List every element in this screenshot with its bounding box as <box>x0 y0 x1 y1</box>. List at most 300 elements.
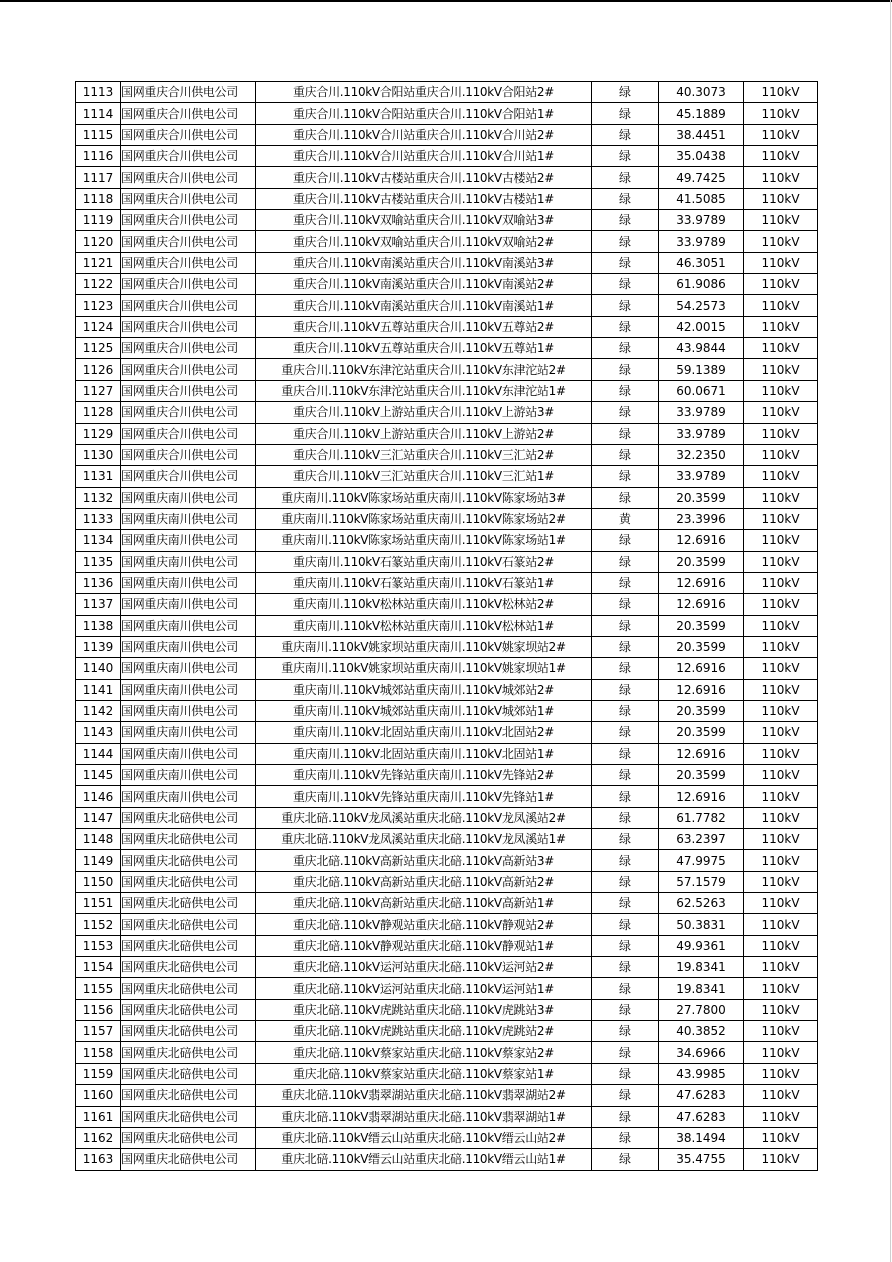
status-color: 绿 <box>592 829 659 850</box>
table-row <box>76 829 818 850</box>
voltage-level: 110kV <box>744 274 818 295</box>
load-value: 23.3996 <box>659 508 744 529</box>
row-index: 1136 <box>76 572 121 593</box>
transformer-name: 重庆合川.110kV双喻站重庆合川.110kV双喻站3# <box>256 210 592 231</box>
status-color: 绿 <box>592 850 659 871</box>
row-index: 1145 <box>76 765 121 786</box>
voltage-level: 110kV <box>744 871 818 892</box>
row-index: 1130 <box>76 444 121 465</box>
right-edge-line <box>890 0 891 1262</box>
load-value: 47.6283 <box>659 1085 744 1106</box>
transformer-name: 重庆北碚.110kV翡翠湖站重庆北碚.110kV翡翠湖站1# <box>256 1106 592 1127</box>
company-name: 国网重庆合川供电公司 <box>121 380 256 401</box>
load-value: 59.1389 <box>659 359 744 380</box>
status-color: 绿 <box>592 103 659 124</box>
status-color: 绿 <box>592 658 659 679</box>
transformer-name: 重庆合川.110kV合阳站重庆合川.110kV合阳站2# <box>256 82 592 103</box>
row-index: 1139 <box>76 636 121 657</box>
transformer-name: 重庆合川.110kV东津沱站重庆合川.110kV东津沱站1# <box>256 380 592 401</box>
status-color: 绿 <box>592 1085 659 1106</box>
status-color: 绿 <box>592 572 659 593</box>
transformer-name: 重庆南川.110kV城郊站重庆南川.110kV城郊站2# <box>256 679 592 700</box>
company-name: 国网重庆南川供电公司 <box>121 615 256 636</box>
company-name: 国网重庆合川供电公司 <box>121 295 256 316</box>
row-index: 1156 <box>76 999 121 1020</box>
load-value: 20.3599 <box>659 551 744 572</box>
status-color: 绿 <box>592 1021 659 1042</box>
row-index: 1133 <box>76 508 121 529</box>
row-index: 1134 <box>76 530 121 551</box>
table-row <box>76 722 818 743</box>
row-index: 1152 <box>76 914 121 935</box>
voltage-level: 110kV <box>744 508 818 529</box>
company-name: 国网重庆北碚供电公司 <box>121 1106 256 1127</box>
row-index: 1118 <box>76 188 121 209</box>
voltage-level: 110kV <box>744 82 818 103</box>
table-row <box>76 1149 818 1170</box>
voltage-level: 110kV <box>744 316 818 337</box>
row-index: 1158 <box>76 1042 121 1063</box>
company-name: 国网重庆南川供电公司 <box>121 530 256 551</box>
status-color: 绿 <box>592 380 659 401</box>
status-color: 绿 <box>592 1149 659 1170</box>
status-color: 绿 <box>592 594 659 615</box>
table-row <box>76 338 818 359</box>
company-name: 国网重庆南川供电公司 <box>121 594 256 615</box>
table-row <box>76 252 818 273</box>
voltage-level: 110kV <box>744 487 818 508</box>
transformer-name: 重庆南川.110kV石篆站重庆南川.110kV石篆站1# <box>256 572 592 593</box>
load-value: 33.9789 <box>659 423 744 444</box>
status-color: 绿 <box>592 935 659 956</box>
table-row <box>76 1106 818 1127</box>
status-color: 绿 <box>592 231 659 252</box>
company-name: 国网重庆合川供电公司 <box>121 316 256 337</box>
company-name: 国网重庆合川供电公司 <box>121 188 256 209</box>
row-index: 1117 <box>76 167 121 188</box>
company-name: 国网重庆北碚供电公司 <box>121 1063 256 1084</box>
load-value: 57.1579 <box>659 871 744 892</box>
load-value: 61.9086 <box>659 274 744 295</box>
company-name: 国网重庆合川供电公司 <box>121 210 256 231</box>
load-value: 20.3599 <box>659 722 744 743</box>
load-value: 60.0671 <box>659 380 744 401</box>
voltage-level: 110kV <box>744 722 818 743</box>
company-name: 国网重庆北碚供电公司 <box>121 829 256 850</box>
load-value: 20.3599 <box>659 615 744 636</box>
voltage-level: 110kV <box>744 210 818 231</box>
voltage-level: 110kV <box>744 1127 818 1148</box>
table-row <box>76 893 818 914</box>
company-name: 国网重庆合川供电公司 <box>121 444 256 465</box>
voltage-level: 110kV <box>744 423 818 444</box>
voltage-level: 110kV <box>744 124 818 145</box>
table-row <box>76 124 818 145</box>
company-name: 国网重庆北碚供电公司 <box>121 850 256 871</box>
row-index: 1124 <box>76 316 121 337</box>
transformer-name: 重庆北碚.110kV虎跳站重庆北碚.110kV虎跳站3# <box>256 999 592 1020</box>
transformer-name: 重庆南川.110kV姚家坝站重庆南川.110kV姚家坝站2# <box>256 636 592 657</box>
status-color: 绿 <box>592 893 659 914</box>
status-color: 绿 <box>592 444 659 465</box>
company-name: 国网重庆北碚供电公司 <box>121 914 256 935</box>
status-color: 绿 <box>592 466 659 487</box>
transformer-name: 重庆北碚.110kV翡翠湖站重庆北碚.110kV翡翠湖站2# <box>256 1085 592 1106</box>
load-value: 40.3073 <box>659 82 744 103</box>
company-name: 国网重庆南川供电公司 <box>121 679 256 700</box>
voltage-level: 110kV <box>744 594 818 615</box>
status-color: 绿 <box>592 295 659 316</box>
load-value: 19.8341 <box>659 957 744 978</box>
voltage-level: 110kV <box>744 893 818 914</box>
load-value: 32.2350 <box>659 444 744 465</box>
transformer-name: 重庆南川.110kV姚家坝站重庆南川.110kV姚家坝站1# <box>256 658 592 679</box>
company-name: 国网重庆南川供电公司 <box>121 700 256 721</box>
load-value: 20.3599 <box>659 487 744 508</box>
load-value: 63.2397 <box>659 829 744 850</box>
row-index: 1150 <box>76 871 121 892</box>
row-index: 1154 <box>76 957 121 978</box>
status-color: 绿 <box>592 423 659 444</box>
transformer-name: 重庆北碚.110kV龙凤溪站重庆北碚.110kV龙凤溪站1# <box>256 829 592 850</box>
status-color: 绿 <box>592 167 659 188</box>
transformer-name: 重庆北碚.110kV高新站重庆北碚.110kV高新站1# <box>256 893 592 914</box>
status-color: 绿 <box>592 871 659 892</box>
company-name: 国网重庆南川供电公司 <box>121 765 256 786</box>
voltage-level: 110kV <box>744 1021 818 1042</box>
status-color: 绿 <box>592 124 659 145</box>
table-row <box>76 1127 818 1148</box>
transformer-status-table <box>75 81 818 1171</box>
company-name: 国网重庆南川供电公司 <box>121 551 256 572</box>
table-row <box>76 871 818 892</box>
row-index: 1146 <box>76 786 121 807</box>
status-color: 绿 <box>592 807 659 828</box>
voltage-level: 110kV <box>744 466 818 487</box>
status-color: 绿 <box>592 338 659 359</box>
status-color: 绿 <box>592 146 659 167</box>
transformer-name: 重庆南川.110kV松林站重庆南川.110kV松林站2# <box>256 594 592 615</box>
status-color: 绿 <box>592 615 659 636</box>
row-index: 1160 <box>76 1085 121 1106</box>
load-value: 50.3831 <box>659 914 744 935</box>
load-value: 43.9844 <box>659 338 744 359</box>
table-row <box>76 274 818 295</box>
row-index: 1161 <box>76 1106 121 1127</box>
voltage-level: 110kV <box>744 1042 818 1063</box>
voltage-level: 110kV <box>744 359 818 380</box>
status-color: 绿 <box>592 551 659 572</box>
table-row <box>76 380 818 401</box>
company-name: 国网重庆合川供电公司 <box>121 167 256 188</box>
table-row <box>76 679 818 700</box>
load-value: 62.5263 <box>659 893 744 914</box>
company-name: 国网重庆北碚供电公司 <box>121 807 256 828</box>
transformer-name: 重庆南川.110kV陈家场站重庆南川.110kV陈家场站2# <box>256 508 592 529</box>
row-index: 1127 <box>76 380 121 401</box>
row-index: 1159 <box>76 1063 121 1084</box>
table-row <box>76 146 818 167</box>
table-row <box>76 1085 818 1106</box>
status-color: 绿 <box>592 316 659 337</box>
transformer-name: 重庆北碚.110kV高新站重庆北碚.110kV高新站3# <box>256 850 592 871</box>
company-name: 国网重庆北碚供电公司 <box>121 1085 256 1106</box>
row-index: 1119 <box>76 210 121 231</box>
table-row <box>76 103 818 124</box>
table-row <box>76 572 818 593</box>
row-index: 1147 <box>76 807 121 828</box>
transformer-name: 重庆合川.110kV三汇站重庆合川.110kV三汇站2# <box>256 444 592 465</box>
voltage-level: 110kV <box>744 295 818 316</box>
status-color: 绿 <box>592 487 659 508</box>
voltage-level: 110kV <box>744 1085 818 1106</box>
table-row <box>76 359 818 380</box>
load-value: 45.1889 <box>659 103 744 124</box>
voltage-level: 110kV <box>744 338 818 359</box>
transformer-name: 重庆南川.110kV石篆站重庆南川.110kV石篆站2# <box>256 551 592 572</box>
voltage-level: 110kV <box>744 1149 818 1170</box>
table-row <box>76 935 818 956</box>
row-index: 1140 <box>76 658 121 679</box>
table-row <box>76 231 818 252</box>
company-name: 国网重庆合川供电公司 <box>121 231 256 252</box>
load-value: 20.3599 <box>659 636 744 657</box>
load-value: 49.9361 <box>659 935 744 956</box>
status-color: 绿 <box>592 679 659 700</box>
row-index: 1121 <box>76 252 121 273</box>
load-value: 33.9789 <box>659 466 744 487</box>
transformer-name: 重庆北碚.110kV蔡家站重庆北碚.110kV蔡家站2# <box>256 1042 592 1063</box>
company-name: 国网重庆合川供电公司 <box>121 359 256 380</box>
row-index: 1128 <box>76 402 121 423</box>
load-value: 46.3051 <box>659 252 744 273</box>
voltage-level: 110kV <box>744 146 818 167</box>
voltage-level: 110kV <box>744 530 818 551</box>
transformer-name: 重庆南川.110kV先锋站重庆南川.110kV先锋站2# <box>256 765 592 786</box>
row-index: 1144 <box>76 743 121 764</box>
status-color: 绿 <box>592 188 659 209</box>
company-name: 国网重庆北碚供电公司 <box>121 999 256 1020</box>
table-row <box>76 914 818 935</box>
company-name: 国网重庆北碚供电公司 <box>121 871 256 892</box>
row-index: 1157 <box>76 1021 121 1042</box>
company-name: 国网重庆合川供电公司 <box>121 466 256 487</box>
table-row <box>76 1021 818 1042</box>
table-row <box>76 807 818 828</box>
table-row <box>76 999 818 1020</box>
transformer-name: 重庆北碚.110kV龙凤溪站重庆北碚.110kV龙凤溪站2# <box>256 807 592 828</box>
status-color: 绿 <box>592 743 659 764</box>
company-name: 国网重庆北碚供电公司 <box>121 935 256 956</box>
company-name: 国网重庆合川供电公司 <box>121 338 256 359</box>
table-row <box>76 444 818 465</box>
voltage-level: 110kV <box>744 786 818 807</box>
status-color: 绿 <box>592 957 659 978</box>
status-color: 绿 <box>592 1063 659 1084</box>
table-row <box>76 957 818 978</box>
load-value: 20.3599 <box>659 765 744 786</box>
status-color: 绿 <box>592 402 659 423</box>
status-color: 绿 <box>592 786 659 807</box>
table-row <box>76 658 818 679</box>
load-value: 19.8341 <box>659 978 744 999</box>
status-color: 黄 <box>592 508 659 529</box>
table-row <box>76 82 818 103</box>
table-row <box>76 167 818 188</box>
status-color: 绿 <box>592 359 659 380</box>
company-name: 国网重庆南川供电公司 <box>121 487 256 508</box>
row-index: 1114 <box>76 103 121 124</box>
table-row <box>76 700 818 721</box>
row-index: 1132 <box>76 487 121 508</box>
load-value: 12.6916 <box>659 530 744 551</box>
transformer-name: 重庆合川.110kV合川站重庆合川.110kV合川站1# <box>256 146 592 167</box>
table-row <box>76 765 818 786</box>
company-name: 国网重庆合川供电公司 <box>121 402 256 423</box>
company-name: 国网重庆合川供电公司 <box>121 274 256 295</box>
voltage-level: 110kV <box>744 679 818 700</box>
status-color: 绿 <box>592 1106 659 1127</box>
row-index: 1122 <box>76 274 121 295</box>
voltage-level: 110kV <box>744 978 818 999</box>
table-row <box>76 615 818 636</box>
status-color: 绿 <box>592 999 659 1020</box>
transformer-name: 重庆南川.110kV北固站重庆南川.110kV北固站1# <box>256 743 592 764</box>
voltage-level: 110kV <box>744 743 818 764</box>
transformer-name: 重庆北碚.110kV运河站重庆北碚.110kV运河站1# <box>256 978 592 999</box>
load-value: 49.7425 <box>659 167 744 188</box>
row-index: 1116 <box>76 146 121 167</box>
company-name: 国网重庆南川供电公司 <box>121 658 256 679</box>
transformer-name: 重庆北碚.110kV缙云山站重庆北碚.110kV缙云山站1# <box>256 1149 592 1170</box>
row-index: 1113 <box>76 82 121 103</box>
company-name: 国网重庆合川供电公司 <box>121 82 256 103</box>
status-color: 绿 <box>592 252 659 273</box>
transformer-name: 重庆合川.110kV古楼站重庆合川.110kV古楼站2# <box>256 167 592 188</box>
voltage-level: 110kV <box>744 1106 818 1127</box>
voltage-level: 110kV <box>744 252 818 273</box>
load-value: 12.6916 <box>659 572 744 593</box>
voltage-level: 110kV <box>744 103 818 124</box>
load-value: 38.1494 <box>659 1127 744 1148</box>
transformer-name: 重庆南川.110kV城郊站重庆南川.110kV城郊站1# <box>256 700 592 721</box>
company-name: 国网重庆北碚供电公司 <box>121 1149 256 1170</box>
table-row <box>76 530 818 551</box>
transformer-name: 重庆合川.110kV南溪站重庆合川.110kV南溪站1# <box>256 295 592 316</box>
company-name: 国网重庆北碚供电公司 <box>121 1042 256 1063</box>
table-row <box>76 850 818 871</box>
row-index: 1149 <box>76 850 121 871</box>
transformer-name: 重庆合川.110kV古楼站重庆合川.110kV古楼站1# <box>256 188 592 209</box>
voltage-level: 110kV <box>744 850 818 871</box>
transformer-name: 重庆合川.110kV五尊站重庆合川.110kV五尊站2# <box>256 316 592 337</box>
load-value: 54.2573 <box>659 295 744 316</box>
load-value: 12.6916 <box>659 658 744 679</box>
company-name: 国网重庆南川供电公司 <box>121 722 256 743</box>
load-value: 41.5085 <box>659 188 744 209</box>
company-name: 国网重庆北碚供电公司 <box>121 1127 256 1148</box>
load-value: 43.9985 <box>659 1063 744 1084</box>
status-color: 绿 <box>592 636 659 657</box>
top-border-line <box>0 0 892 2</box>
row-index: 1125 <box>76 338 121 359</box>
company-name: 国网重庆合川供电公司 <box>121 423 256 444</box>
company-name: 国网重庆南川供电公司 <box>121 743 256 764</box>
transformer-name: 重庆合川.110kV合川站重庆合川.110kV合川站2# <box>256 124 592 145</box>
company-name: 国网重庆北碚供电公司 <box>121 957 256 978</box>
load-value: 42.0015 <box>659 316 744 337</box>
table-row <box>76 1042 818 1063</box>
transformer-name: 重庆合川.110kV五尊站重庆合川.110kV五尊站1# <box>256 338 592 359</box>
voltage-level: 110kV <box>744 999 818 1020</box>
load-value: 47.9975 <box>659 850 744 871</box>
status-color: 绿 <box>592 765 659 786</box>
voltage-level: 110kV <box>744 231 818 252</box>
load-value: 12.6916 <box>659 594 744 615</box>
transformer-name: 重庆南川.110kV陈家场站重庆南川.110kV陈家场站1# <box>256 530 592 551</box>
company-name: 国网重庆南川供电公司 <box>121 572 256 593</box>
transformer-name: 重庆北碚.110kV静观站重庆北碚.110kV静观站2# <box>256 914 592 935</box>
voltage-level: 110kV <box>744 914 818 935</box>
transformer-name: 重庆合川.110kV上游站重庆合川.110kV上游站3# <box>256 402 592 423</box>
row-index: 1135 <box>76 551 121 572</box>
voltage-level: 110kV <box>744 807 818 828</box>
voltage-level: 110kV <box>744 402 818 423</box>
load-value: 33.9789 <box>659 231 744 252</box>
table-row <box>76 487 818 508</box>
transformer-name: 重庆北碚.110kV缙云山站重庆北碚.110kV缙云山站2# <box>256 1127 592 1148</box>
status-color: 绿 <box>592 82 659 103</box>
table-row <box>76 786 818 807</box>
company-name: 国网重庆合川供电公司 <box>121 252 256 273</box>
row-index: 1126 <box>76 359 121 380</box>
company-name: 国网重庆合川供电公司 <box>121 146 256 167</box>
company-name: 国网重庆北碚供电公司 <box>121 1021 256 1042</box>
load-value: 35.4755 <box>659 1149 744 1170</box>
status-color: 绿 <box>592 530 659 551</box>
transformer-name: 重庆北碚.110kV运河站重庆北碚.110kV运河站2# <box>256 957 592 978</box>
row-index: 1148 <box>76 829 121 850</box>
row-index: 1138 <box>76 615 121 636</box>
status-color: 绿 <box>592 914 659 935</box>
transformer-name: 重庆合川.110kV三汇站重庆合川.110kV三汇站1# <box>256 466 592 487</box>
load-value: 35.0438 <box>659 146 744 167</box>
load-value: 33.9789 <box>659 210 744 231</box>
row-index: 1155 <box>76 978 121 999</box>
voltage-level: 110kV <box>744 444 818 465</box>
voltage-level: 110kV <box>744 829 818 850</box>
table-row <box>76 423 818 444</box>
voltage-level: 110kV <box>744 167 818 188</box>
load-value: 12.6916 <box>659 786 744 807</box>
row-index: 1153 <box>76 935 121 956</box>
load-value: 34.6966 <box>659 1042 744 1063</box>
table-row <box>76 188 818 209</box>
status-color: 绿 <box>592 978 659 999</box>
table-row <box>76 210 818 231</box>
voltage-level: 110kV <box>744 636 818 657</box>
transformer-name: 重庆合川.110kV南溪站重庆合川.110kV南溪站2# <box>256 274 592 295</box>
status-color: 绿 <box>592 700 659 721</box>
row-index: 1163 <box>76 1149 121 1170</box>
voltage-level: 110kV <box>744 380 818 401</box>
table-row <box>76 978 818 999</box>
row-index: 1151 <box>76 893 121 914</box>
table-body <box>76 82 818 1171</box>
row-index: 1120 <box>76 231 121 252</box>
load-value: 12.6916 <box>659 743 744 764</box>
load-value: 61.7782 <box>659 807 744 828</box>
